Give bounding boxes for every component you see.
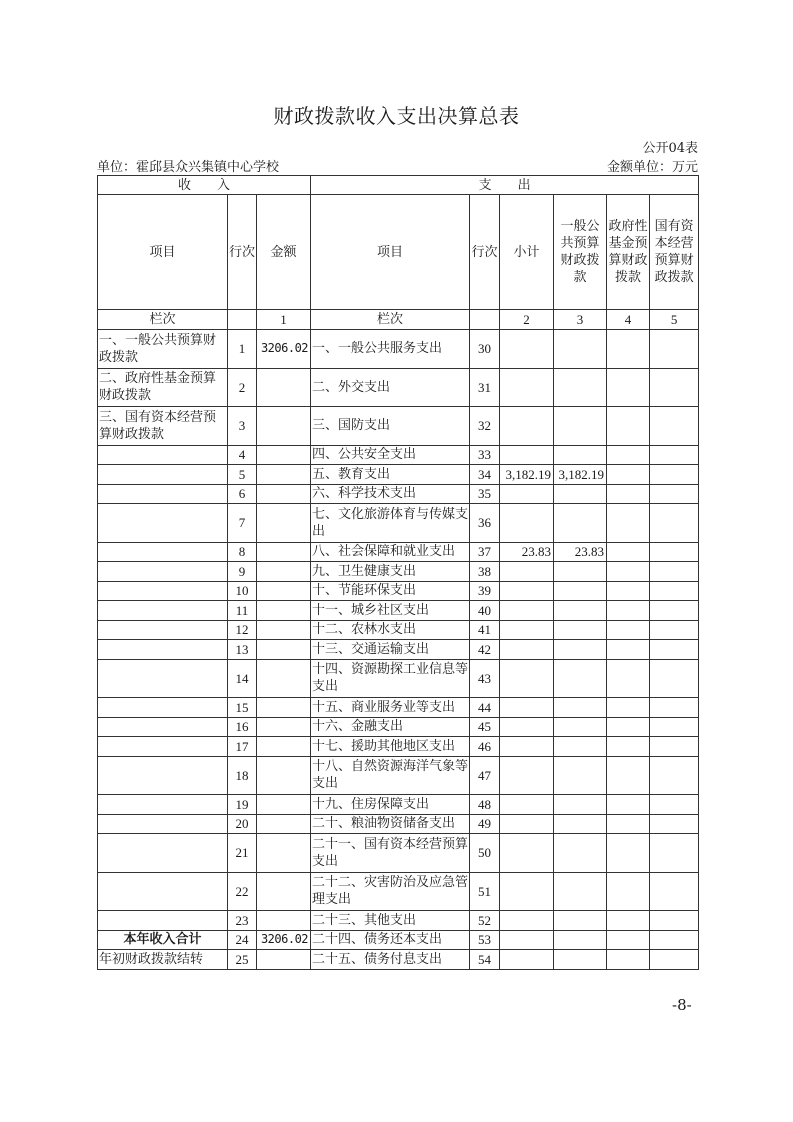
gov-fund-cell	[607, 717, 650, 737]
income-line-cell: 7	[228, 504, 257, 543]
income-item-cell	[98, 717, 228, 737]
income-item-cell	[98, 542, 228, 562]
state-capital-cell	[650, 601, 699, 621]
general-budget-cell: 3,182.19	[554, 465, 607, 485]
table-row	[98, 930, 699, 950]
income-line-cell: 16	[228, 717, 257, 737]
expense-line-cell: 51	[470, 872, 500, 911]
income-amount-cell	[257, 795, 311, 815]
subtotal-cell	[500, 795, 554, 815]
subtotal-cell	[500, 581, 554, 601]
gov-fund-cell	[607, 737, 650, 757]
gov-fund-cell	[607, 834, 650, 873]
section-expense: 支 出	[311, 176, 699, 195]
table-row	[98, 368, 699, 407]
expense-item-cell: 十六、金融支出	[311, 717, 470, 737]
income-amount-cell	[257, 601, 311, 621]
form-number: 公开04表	[642, 141, 698, 156]
income-item-cell: 本年收入合计	[98, 930, 228, 950]
income-item-cell	[98, 562, 228, 582]
income-amount-cell	[257, 814, 311, 834]
state-capital-cell	[650, 445, 699, 465]
income-item-cell	[98, 911, 228, 931]
general-budget-cell	[554, 640, 607, 660]
expense-line-cell: 47	[470, 756, 500, 795]
expense-item-cell: 十二、农林水支出	[311, 620, 470, 640]
income-item-cell: 年初财政拨款结转	[98, 950, 228, 970]
income-amount-cell	[257, 756, 311, 795]
state-capital-cell	[650, 834, 699, 873]
general-budget-cell	[554, 911, 607, 931]
table-row	[98, 872, 699, 911]
income-line-cell: 24	[228, 930, 257, 950]
expense-line-cell: 50	[470, 834, 500, 873]
expense-line-cell: 36	[470, 504, 500, 543]
income-line-cell: 11	[228, 601, 257, 621]
subtotal-cell	[500, 872, 554, 911]
gov-fund-cell	[607, 911, 650, 931]
state-capital-cell	[650, 465, 699, 485]
header-state-capital: 国有资本经营预算财政拨款	[650, 195, 699, 310]
expense-line-cell: 43	[470, 659, 500, 698]
table-row	[98, 950, 699, 970]
header-subtotal: 小计	[500, 195, 554, 310]
gov-fund-cell	[607, 795, 650, 815]
income-amount-cell	[257, 581, 311, 601]
expense-line-cell: 37	[470, 542, 500, 562]
table-row	[98, 640, 699, 660]
subtotal-cell	[500, 407, 554, 446]
expense-item-cell: 十七、援助其他地区支出	[311, 737, 470, 757]
general-budget-cell	[554, 756, 607, 795]
subtotal-cell	[500, 504, 554, 543]
general-budget-cell	[554, 445, 607, 465]
index-col-1: 1	[257, 310, 311, 330]
income-line-cell: 17	[228, 737, 257, 757]
index-col-3: 3	[554, 310, 607, 330]
subtotal-cell	[500, 620, 554, 640]
income-item-cell: 二、政府性基金预算财政拨款	[98, 368, 228, 407]
subtotal-cell: 23.83	[500, 542, 554, 562]
expense-item-cell: 四、公共安全支出	[311, 445, 470, 465]
expense-line-cell: 35	[470, 484, 500, 504]
state-capital-cell	[650, 814, 699, 834]
income-item-cell	[98, 581, 228, 601]
income-amount-cell	[257, 445, 311, 465]
expense-item-cell: 二十二、灾害防治及应急管理支出	[311, 872, 470, 911]
income-line-cell: 6	[228, 484, 257, 504]
table-row	[98, 542, 699, 562]
gov-fund-cell	[607, 930, 650, 950]
state-capital-cell	[650, 640, 699, 660]
general-budget-cell	[554, 834, 607, 873]
state-capital-cell	[650, 562, 699, 582]
subtotal-cell	[500, 717, 554, 737]
income-item-cell	[98, 465, 228, 485]
expense-item-cell: 十一、城乡社区支出	[311, 601, 470, 621]
expense-line-cell: 32	[470, 407, 500, 446]
general-budget-cell	[554, 562, 607, 582]
income-item-cell	[98, 620, 228, 640]
general-budget-cell	[554, 698, 607, 718]
expense-line-cell: 54	[470, 950, 500, 970]
income-amount-cell	[257, 834, 311, 873]
income-line-cell: 15	[228, 698, 257, 718]
state-capital-cell	[650, 795, 699, 815]
income-line-cell: 14	[228, 659, 257, 698]
income-amount-cell	[257, 737, 311, 757]
expense-item-cell: 十、节能环保支出	[311, 581, 470, 601]
income-amount-cell	[257, 504, 311, 543]
gov-fund-cell	[607, 368, 650, 407]
income-item-cell	[98, 484, 228, 504]
income-amount-cell	[257, 407, 311, 446]
income-amount-cell	[257, 542, 311, 562]
income-line-cell: 23	[228, 911, 257, 931]
expense-item-cell: 三、国防支出	[311, 407, 470, 446]
income-amount-cell	[257, 950, 311, 970]
expense-line-cell: 30	[470, 330, 500, 369]
general-budget-cell	[554, 659, 607, 698]
subtotal-cell	[500, 756, 554, 795]
subtotal-cell	[500, 640, 554, 660]
income-amount-cell	[257, 911, 311, 931]
expense-item-cell: 二十三、其他支出	[311, 911, 470, 931]
expense-item-cell: 七、文化旅游体育与传媒支出	[311, 504, 470, 543]
state-capital-cell	[650, 330, 699, 369]
state-capital-cell	[650, 930, 699, 950]
section-income: 收 入	[98, 176, 311, 195]
income-line-cell: 5	[228, 465, 257, 485]
state-capital-cell	[650, 756, 699, 795]
income-line-cell: 18	[228, 756, 257, 795]
state-capital-cell	[650, 581, 699, 601]
state-capital-cell	[650, 504, 699, 543]
expense-item-cell: 九、卫生健康支出	[311, 562, 470, 582]
income-item-cell	[98, 504, 228, 543]
income-line-cell: 22	[228, 872, 257, 911]
income-item-cell: 三、国有资本经营预算财政拨款	[98, 407, 228, 446]
income-item-cell	[98, 872, 228, 911]
general-budget-cell: 23.83	[554, 542, 607, 562]
table-row	[98, 698, 699, 718]
income-line-cell: 25	[228, 950, 257, 970]
income-item-cell: 一、一般公共预算财政拨款	[98, 330, 228, 369]
subtotal-cell	[500, 834, 554, 873]
header-income-amount: 金额	[257, 195, 311, 310]
income-amount-cell	[257, 620, 311, 640]
expense-line-cell: 31	[470, 368, 500, 407]
expense-line-cell: 42	[470, 640, 500, 660]
table-row	[98, 911, 699, 931]
income-amount-cell	[257, 698, 311, 718]
expense-item-cell: 二十四、债务还本支出	[311, 930, 470, 950]
header-expense-line: 行次	[470, 195, 500, 310]
gov-fund-cell	[607, 814, 650, 834]
income-line-cell: 3	[228, 407, 257, 446]
expense-item-cell: 一、一般公共服务支出	[311, 330, 470, 369]
subtotal-cell	[500, 601, 554, 621]
state-capital-cell	[650, 620, 699, 640]
gov-fund-cell	[607, 581, 650, 601]
general-budget-cell	[554, 717, 607, 737]
table-row	[98, 834, 699, 873]
income-line-cell: 1	[228, 330, 257, 369]
income-item-cell	[98, 756, 228, 795]
subtotal-cell	[500, 330, 554, 369]
income-line-cell: 19	[228, 795, 257, 815]
state-capital-cell	[650, 542, 699, 562]
income-amount-cell	[257, 562, 311, 582]
header-gov-fund: 政府性基金预算财政拨款	[607, 195, 650, 310]
expense-line-cell: 41	[470, 620, 500, 640]
general-budget-cell	[554, 795, 607, 815]
income-item-cell	[98, 737, 228, 757]
gov-fund-cell	[607, 620, 650, 640]
expense-item-cell: 二十一、国有资本经营预算支出	[311, 834, 470, 873]
expense-item-cell: 十八、自然资源海洋气象等支出	[311, 756, 470, 795]
subtotal-cell	[500, 562, 554, 582]
income-item-cell	[98, 601, 228, 621]
gov-fund-cell	[607, 330, 650, 369]
reporting-unit: 单位：霍邱县众兴集镇中心学校	[97, 160, 280, 175]
subtotal-cell	[500, 659, 554, 698]
income-item-cell	[98, 659, 228, 698]
income-line-cell: 4	[228, 445, 257, 465]
expense-item-cell: 十九、住房保障支出	[311, 795, 470, 815]
state-capital-cell	[650, 698, 699, 718]
income-line-cell: 2	[228, 368, 257, 407]
index-expense-line	[470, 310, 500, 330]
expense-line-cell: 53	[470, 930, 500, 950]
table-row	[98, 620, 699, 640]
table-row	[98, 581, 699, 601]
index-income-line	[228, 310, 257, 330]
gov-fund-cell	[607, 445, 650, 465]
expense-item-cell: 二十五、债务付息支出	[311, 950, 470, 970]
table-row	[98, 814, 699, 834]
expense-line-cell: 48	[470, 795, 500, 815]
expense-line-cell: 33	[470, 445, 500, 465]
income-line-cell: 10	[228, 581, 257, 601]
table-row	[98, 737, 699, 757]
gov-fund-cell	[607, 562, 650, 582]
gov-fund-cell	[607, 484, 650, 504]
expense-item-cell: 二十、粮油物资储备支出	[311, 814, 470, 834]
expense-item-cell: 八、社会保障和就业支出	[311, 542, 470, 562]
money-unit: 金额单位：万元	[606, 160, 698, 175]
expense-line-cell: 39	[470, 581, 500, 601]
expense-line-cell: 49	[470, 814, 500, 834]
income-amount-cell	[257, 872, 311, 911]
expense-line-cell: 45	[470, 717, 500, 737]
table-row	[98, 484, 699, 504]
subtotal-cell	[500, 484, 554, 504]
general-budget-cell	[554, 872, 607, 911]
general-budget-cell	[554, 950, 607, 970]
state-capital-cell	[650, 407, 699, 446]
income-item-cell	[98, 814, 228, 834]
state-capital-cell	[650, 484, 699, 504]
expense-line-cell: 44	[470, 698, 500, 718]
expense-line-cell: 52	[470, 911, 500, 931]
state-capital-cell	[650, 368, 699, 407]
table-row	[98, 465, 699, 485]
index-expense-label: 栏次	[311, 310, 470, 330]
general-budget-cell	[554, 484, 607, 504]
index-col-4: 4	[607, 310, 650, 330]
income-item-cell	[98, 795, 228, 815]
expense-item-cell: 十四、资源勘探工业信息等支出	[311, 659, 470, 698]
income-line-cell: 21	[228, 834, 257, 873]
table-row	[98, 717, 699, 737]
subtotal-cell	[500, 368, 554, 407]
page-number: -8-	[672, 996, 692, 1014]
income-item-cell	[98, 698, 228, 718]
general-budget-cell	[554, 330, 607, 369]
table-row	[98, 659, 699, 698]
gov-fund-cell	[607, 601, 650, 621]
income-amount-cell	[257, 484, 311, 504]
index-col-2: 2	[500, 310, 554, 330]
income-item-cell	[98, 445, 228, 465]
income-amount-cell	[257, 368, 311, 407]
gov-fund-cell	[607, 504, 650, 543]
header-income-line: 行次	[228, 195, 257, 310]
expense-line-cell: 38	[470, 562, 500, 582]
expense-item-cell: 十五、商业服务业等支出	[311, 698, 470, 718]
general-budget-cell	[554, 407, 607, 446]
subtotal-cell: 3,182.19	[500, 465, 554, 485]
state-capital-cell	[650, 950, 699, 970]
page-title: 财政拨款收入支出决算总表	[273, 104, 520, 128]
income-amount-cell: 3206.02	[257, 330, 311, 369]
income-item-cell	[98, 640, 228, 660]
gov-fund-cell	[607, 872, 650, 911]
general-budget-cell	[554, 620, 607, 640]
table-row	[98, 601, 699, 621]
table-row	[98, 504, 699, 543]
expense-item-cell: 五、教育支出	[311, 465, 470, 485]
gov-fund-cell	[607, 407, 650, 446]
expense-line-cell: 46	[470, 737, 500, 757]
subtotal-cell	[500, 814, 554, 834]
gov-fund-cell	[607, 465, 650, 485]
table-row	[98, 562, 699, 582]
income-amount-cell	[257, 717, 311, 737]
income-amount-cell	[257, 640, 311, 660]
table-row	[98, 756, 699, 795]
budget-summary-table	[97, 175, 699, 970]
expense-item-cell: 六、科学技术支出	[311, 484, 470, 504]
subtotal-cell	[500, 911, 554, 931]
gov-fund-cell	[607, 659, 650, 698]
state-capital-cell	[650, 659, 699, 698]
gov-fund-cell	[607, 698, 650, 718]
income-line-cell: 8	[228, 542, 257, 562]
state-capital-cell	[650, 872, 699, 911]
index-income-label: 栏次	[98, 310, 228, 330]
index-col-5: 5	[650, 310, 699, 330]
expense-line-cell: 40	[470, 601, 500, 621]
expense-item-cell: 十三、交通运输支出	[311, 640, 470, 660]
header-general-budget: 一般公共预算财政拨款	[554, 195, 607, 310]
header-income-item: 项目	[98, 195, 228, 310]
subtotal-cell	[500, 950, 554, 970]
income-amount-cell	[257, 465, 311, 485]
gov-fund-cell	[607, 756, 650, 795]
subtotal-cell	[500, 737, 554, 757]
general-budget-cell	[554, 814, 607, 834]
table-row	[98, 445, 699, 465]
income-line-cell: 13	[228, 640, 257, 660]
subtotal-cell	[500, 930, 554, 950]
table-row	[98, 407, 699, 446]
income-item-cell	[98, 834, 228, 873]
gov-fund-cell	[607, 640, 650, 660]
general-budget-cell	[554, 737, 607, 757]
subtotal-cell	[500, 445, 554, 465]
income-line-cell: 12	[228, 620, 257, 640]
state-capital-cell	[650, 911, 699, 931]
income-line-cell: 20	[228, 814, 257, 834]
table-row	[98, 795, 699, 815]
general-budget-cell	[554, 504, 607, 543]
state-capital-cell	[650, 717, 699, 737]
gov-fund-cell	[607, 950, 650, 970]
header-expense-item: 项目	[311, 195, 470, 310]
expense-item-cell: 二、外交支出	[311, 368, 470, 407]
income-line-cell: 9	[228, 562, 257, 582]
expense-line-cell: 34	[470, 465, 500, 485]
table-row	[98, 330, 699, 369]
general-budget-cell	[554, 581, 607, 601]
general-budget-cell	[554, 601, 607, 621]
state-capital-cell	[650, 737, 699, 757]
general-budget-cell	[554, 368, 607, 407]
income-amount-cell: 3206.02	[257, 930, 311, 950]
gov-fund-cell	[607, 542, 650, 562]
general-budget-cell	[554, 930, 607, 950]
subtotal-cell	[500, 698, 554, 718]
income-amount-cell	[257, 659, 311, 698]
